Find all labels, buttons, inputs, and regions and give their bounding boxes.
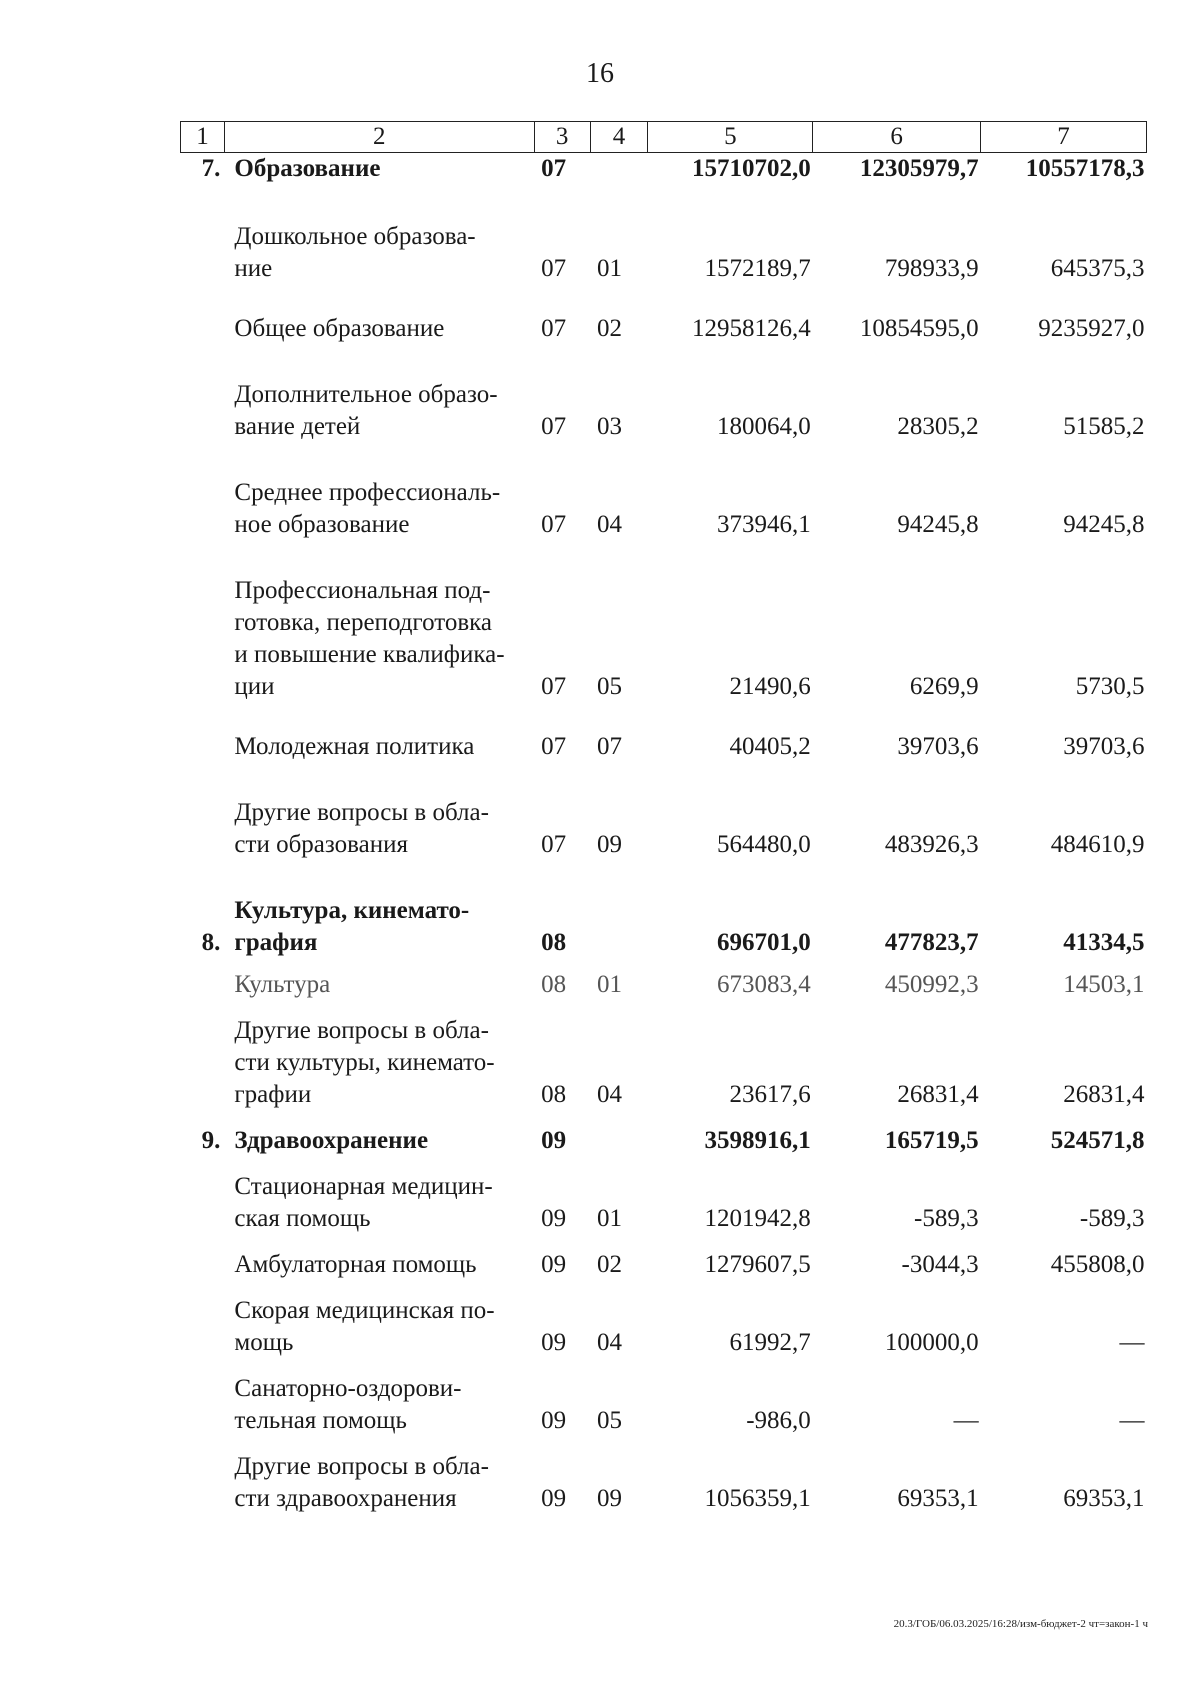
subsection-code: 02 [597, 315, 623, 342]
row-name-line: сти культуры, кинемато- [234, 1049, 495, 1076]
row-name-line: Санаторно-оздорови- [234, 1375, 462, 1402]
section-row [181, 1125, 1147, 1171]
section-row [181, 153, 1147, 222]
table-row [181, 477, 1147, 575]
table-row [181, 1171, 1147, 1249]
table-row [181, 797, 1147, 895]
row-name [224, 1125, 534, 1171]
column-header: 6 [813, 122, 981, 153]
row-name [224, 1015, 534, 1125]
row-name-line: Дополнительное образо- [234, 381, 498, 408]
row-name-line: готовка, переподготовка [234, 609, 493, 636]
row-name-line: Амбулаторная помощь [234, 1251, 477, 1278]
row-name [224, 477, 534, 575]
row-number [181, 1451, 225, 1515]
table-row [181, 731, 1147, 797]
row-name-line: Культура, кинемато- [234, 897, 470, 924]
section-code: 09 [541, 1329, 567, 1356]
table-row [181, 1015, 1147, 1125]
row-name-line: тельная помощь [234, 1407, 407, 1434]
row-name [224, 731, 534, 797]
page-number: 16 [586, 58, 614, 89]
row-number [181, 969, 225, 1015]
subsection-code: 01 [597, 255, 623, 282]
value-col6: 477823,7 [884, 929, 979, 956]
value-col5: 21490,6 [729, 673, 811, 700]
value-col7: 51585,2 [1063, 413, 1145, 440]
section-code: 09 [541, 1251, 567, 1278]
row-name [224, 1373, 534, 1451]
section-code: 09 [541, 1205, 567, 1232]
row-name [224, 1451, 534, 1515]
value-col6: 483926,3 [884, 831, 979, 858]
row-name-line: Среднее профессиональ- [234, 479, 501, 506]
row-name-line: графии [234, 1081, 312, 1108]
row-name-line: Молодежная политика [234, 733, 475, 760]
row-name-line: ции [234, 673, 275, 700]
column-header: 2 [224, 122, 534, 153]
value-col5: 564480,0 [717, 831, 811, 858]
row-name [224, 1249, 534, 1295]
value-col6: 450992,3 [884, 971, 979, 998]
section-code: 07 [541, 733, 567, 760]
value-col7: 484610,9 [1050, 831, 1145, 858]
row-name [224, 379, 534, 477]
value-col5: 23617,6 [729, 1081, 811, 1108]
value-col6: 28305,2 [897, 413, 979, 440]
section-code: 07 [541, 413, 567, 440]
value-col7: 455808,0 [1050, 1251, 1145, 1278]
subsection-code [590, 1125, 648, 1171]
row-number [181, 1373, 225, 1451]
value-col5: 3598916,1 [704, 1127, 811, 1154]
row-name-line: Образование [234, 155, 381, 182]
budget-table [180, 121, 1147, 1515]
section-code: 09 [541, 1485, 567, 1512]
document-footer-code: 20.3/ГОБ/06.03.2025/16:28/изм-бюджет-2 чт=закон-1 ч [893, 1618, 1148, 1630]
table-row [181, 575, 1147, 731]
row-number [181, 221, 225, 313]
value-col7: 94245,8 [1063, 511, 1145, 538]
row-name [224, 313, 534, 379]
section-code: 07 [541, 155, 567, 182]
value-col5: 1056359,1 [704, 1485, 811, 1512]
row-name-line: Другие вопросы в обла- [234, 799, 489, 826]
value-col6: 94245,8 [897, 511, 979, 538]
row-number [181, 477, 225, 575]
table-row [181, 1373, 1147, 1451]
subsection-code: 09 [597, 1485, 623, 1512]
row-name-line: Культура [234, 971, 331, 998]
value-col7: 645375,3 [1050, 255, 1145, 282]
section-code: 08 [541, 929, 567, 956]
value-col6: 39703,6 [897, 733, 979, 760]
value-col6: -3044,3 [901, 1251, 979, 1278]
value-col6: 12305979,7 [859, 155, 979, 182]
section-code: 07 [541, 511, 567, 538]
row-name [224, 153, 534, 222]
column-header: 5 [648, 122, 813, 153]
value-col6: 100000,0 [884, 1329, 979, 1356]
table-body [181, 153, 1147, 1516]
value-col5: 12958126,4 [692, 315, 811, 342]
row-name-line: Стационарная медицин- [234, 1173, 493, 1200]
row-name-line: и повышение квалифика- [234, 641, 505, 668]
row-name-line: графия [234, 929, 318, 956]
row-name [224, 1171, 534, 1249]
table-row [181, 969, 1147, 1015]
row-name-line: сти здравоохранения [234, 1485, 457, 1512]
section-code: 07 [541, 673, 567, 700]
row-name [224, 1295, 534, 1373]
subsection-code: 02 [597, 1251, 623, 1278]
value-col5: 180064,0 [717, 413, 811, 440]
value-col5: 61992,7 [729, 1329, 811, 1356]
value-col6: 798933,9 [884, 255, 979, 282]
row-name [224, 797, 534, 895]
row-name-line: сти образования [234, 831, 408, 858]
value-col7: — [1119, 1407, 1145, 1434]
row-name-line: Общее образование [234, 315, 445, 342]
value-col6: -589,3 [914, 1205, 979, 1232]
value-col5: 1572189,7 [704, 255, 811, 282]
subsection-code: 05 [597, 1407, 623, 1434]
subsection-code: 04 [597, 1329, 623, 1356]
subsection-code: 01 [597, 971, 623, 998]
section-code: 07 [541, 315, 567, 342]
column-header-row [181, 122, 1147, 153]
row-number: 8. [201, 929, 221, 956]
row-name [224, 575, 534, 731]
table-row [181, 1451, 1147, 1515]
row-number [181, 313, 225, 379]
row-name-line: ние [234, 255, 273, 282]
value-col7: 41334,5 [1063, 929, 1145, 956]
subsection-code: 07 [597, 733, 623, 760]
column-header: 3 [534, 122, 590, 153]
subsection-code: 05 [597, 673, 623, 700]
section-code: 08 [541, 971, 567, 998]
value-col7: 5730,5 [1075, 673, 1145, 700]
subsection-code: 03 [597, 413, 623, 440]
value-col7: 26831,4 [1063, 1081, 1145, 1108]
row-number [181, 575, 225, 731]
table-row [181, 1249, 1147, 1295]
row-name-line: Дошкольное образова- [234, 223, 476, 250]
subsection-code: 01 [597, 1205, 623, 1232]
value-col7: 69353,1 [1063, 1485, 1145, 1512]
table-row [181, 379, 1147, 477]
row-number: 9. [201, 1127, 221, 1154]
subsection-code [590, 895, 648, 969]
column-header: 4 [590, 122, 648, 153]
row-name-line: ное образование [234, 511, 410, 538]
row-name [224, 969, 534, 1015]
value-col7: 10557178,3 [1025, 155, 1145, 182]
row-number: 7. [201, 155, 221, 182]
value-col6: — [953, 1407, 979, 1434]
value-col7: 39703,6 [1063, 733, 1145, 760]
row-name [224, 221, 534, 313]
row-name-line: Здравоохранение [234, 1127, 429, 1154]
value-col5: 673083,4 [717, 971, 811, 998]
row-name-line: Профессиональная под- [234, 577, 491, 604]
column-header: 1 [181, 122, 225, 153]
section-row [181, 895, 1147, 969]
row-number [181, 379, 225, 477]
value-col5: 40405,2 [729, 733, 811, 760]
table-row [181, 313, 1147, 379]
value-col6: 69353,1 [897, 1485, 979, 1512]
subsection-code [590, 153, 648, 222]
value-col6: 26831,4 [897, 1081, 979, 1108]
row-number [181, 1171, 225, 1249]
value-col7: 524571,8 [1050, 1127, 1145, 1154]
value-col6: 6269,9 [909, 673, 979, 700]
value-col7: — [1119, 1329, 1145, 1356]
value-col7: -589,3 [1079, 1205, 1145, 1232]
value-col5: 373946,1 [717, 511, 811, 538]
column-header: 7 [981, 122, 1147, 153]
subsection-code: 04 [597, 511, 623, 538]
row-name-line: Другие вопросы в обла- [234, 1453, 489, 1480]
value-col5: 1201942,8 [704, 1205, 811, 1232]
value-col5: -986,0 [746, 1407, 811, 1434]
subsection-code: 04 [597, 1081, 623, 1108]
section-code: 09 [541, 1407, 567, 1434]
row-name-line: вание детей [234, 413, 361, 440]
row-number [181, 1295, 225, 1373]
row-number [181, 1015, 225, 1125]
value-col6: 165719,5 [884, 1127, 979, 1154]
row-name [224, 895, 534, 969]
section-code: 09 [541, 1127, 567, 1154]
value-col5: 15710702,0 [692, 155, 811, 182]
row-name-line: Другие вопросы в обла- [234, 1017, 489, 1044]
section-code: 07 [541, 831, 567, 858]
value-col7: 14503,1 [1063, 971, 1145, 998]
row-number [181, 731, 225, 797]
row-name-line: Скорая медицинская по- [234, 1297, 495, 1324]
value-col6: 10854595,0 [859, 315, 979, 342]
row-number [181, 1249, 225, 1295]
row-name-line: мощь [234, 1329, 294, 1356]
value-col5: 696701,0 [717, 929, 811, 956]
section-code: 07 [541, 255, 567, 282]
value-col7: 9235927,0 [1038, 315, 1145, 342]
value-col5: 1279607,5 [704, 1251, 811, 1278]
subsection-code: 09 [597, 831, 623, 858]
table-row [181, 221, 1147, 313]
table-row [181, 1295, 1147, 1373]
row-number [181, 797, 225, 895]
section-code: 08 [541, 1081, 567, 1108]
row-name-line: ская помощь [234, 1205, 371, 1232]
